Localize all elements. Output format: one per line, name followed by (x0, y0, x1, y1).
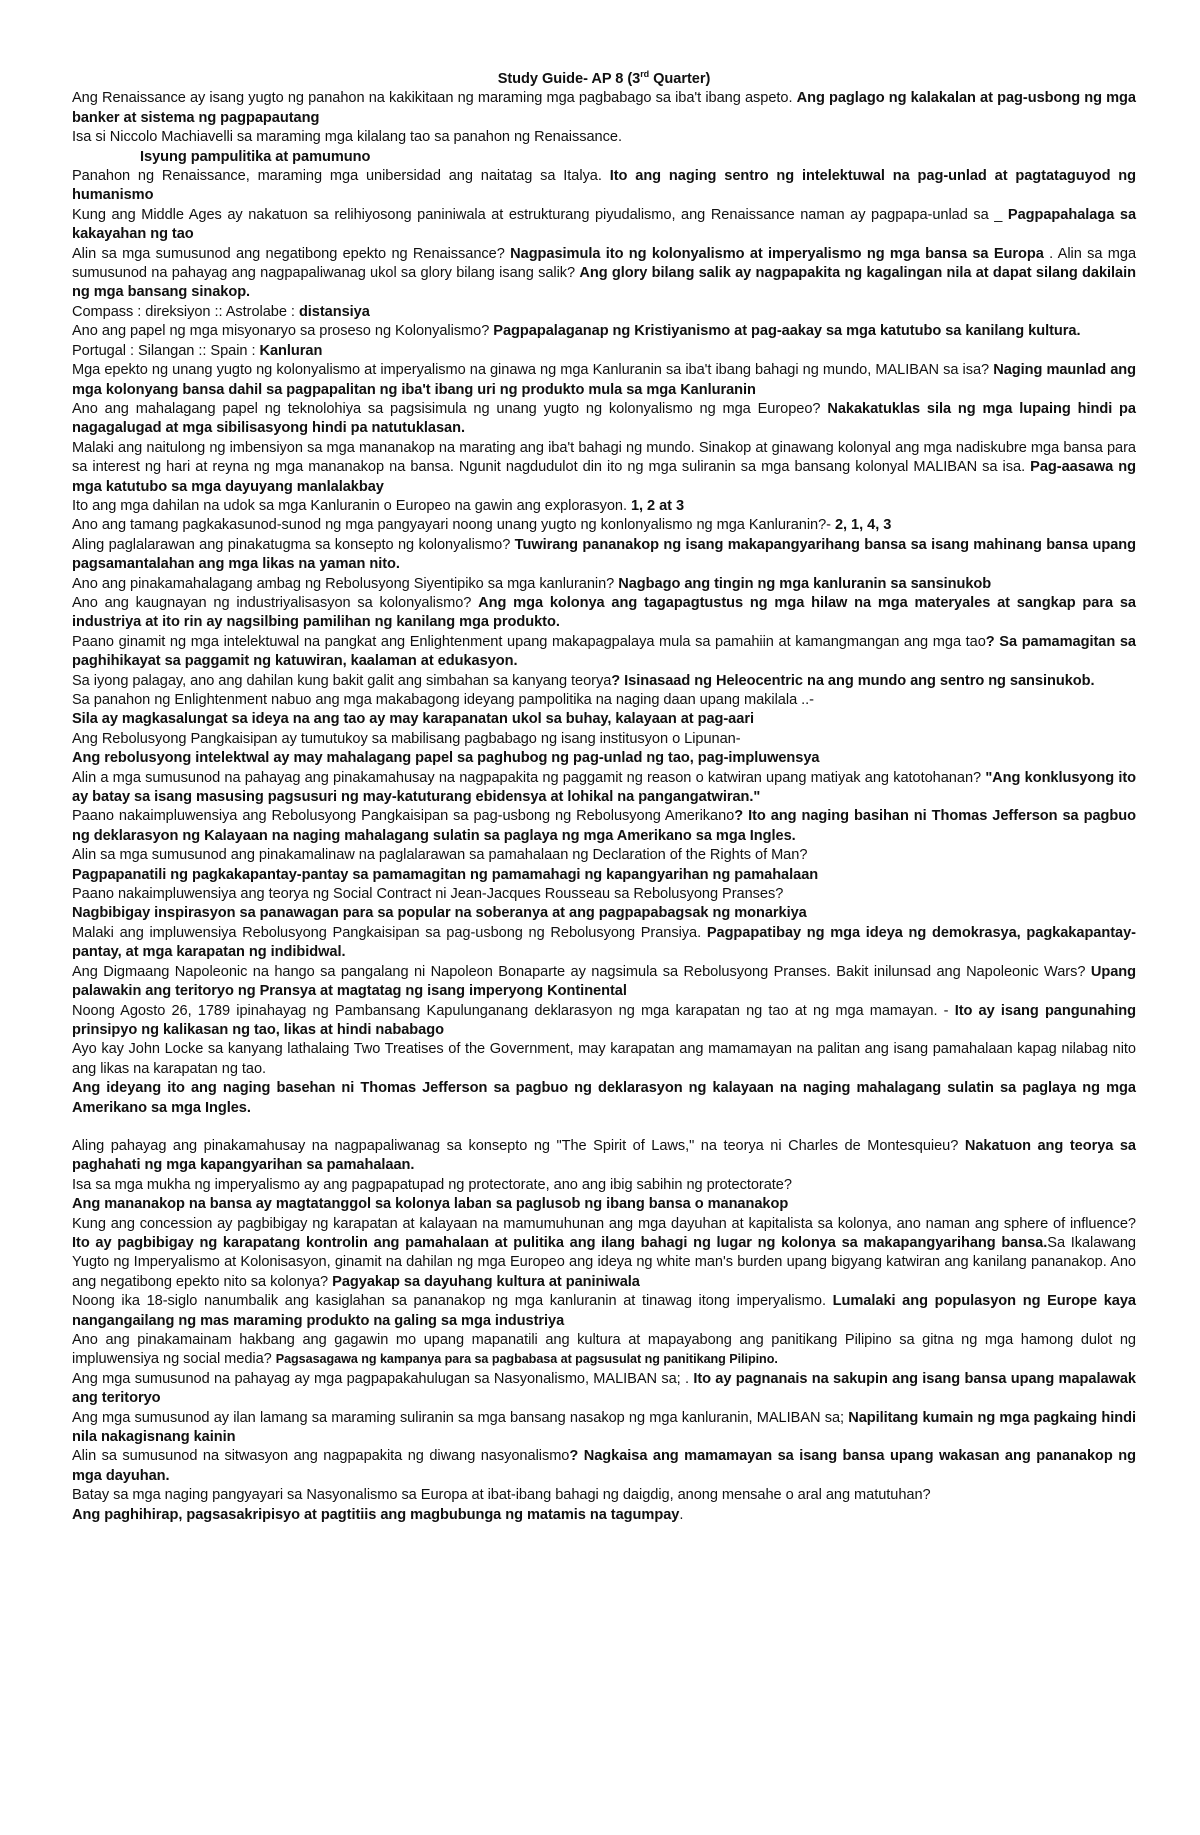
item-3: Panahon ng Renaissance, maraming mga unibersidad ang naitatag sa Italya. Ito ang naging sentro ng intelektuwal na pag-unlad at pagtataguyod ng humanismo (72, 168, 1137, 204)
item-38: Kung ang concession ay pagbibigay ng karapatan at kalayaan na mamumuhunan ang mga dayuhan at kapitalista sa kolonya, ano naman ang sphere of influence? Ito ay pagbibigay ng karapatang kontrolin ang pamahalaan at pulitika ang ilang bahagi ng lugar ng kolonya sa makapangyarihang bansa.Sa Ikalawang Yugto ng Imperyalismo at Kolonisasyon, ginamit na dahilan ng mga Europeo ang ideya ng white man's burden upang bigyang katwiran ang kanilang pananakop. Ano ang negatibong epekto nito sa kolonya? Pagyakap sa dayuhang kultura at paniniwala (72, 1215, 1136, 1290)
item-4: Kung ang Middle Ages ay nakatuon sa relihiyosong paniniwala at estrukturang piyudalismo, ang Renaissance naman ay pagpapa-unlad sa _ Pagpapahalaga sa kakayahan ng tao (72, 206, 1137, 243)
item-5: Alin sa mga sumusunod ang negatibong epekto ng Renaissance? Nagpasimula ito ng kolonyalismo at imperyalismo ng mga bansa sa Europa . Alin sa mga sumusunod na pahayag ang nagpapaliwanag ukol sa glory bilang isang salik? Ang glory bilang salik ay nagpapakita ng kagalingan nila at dapat silang dakilain ng mga bansang sinakop. (72, 245, 1137, 301)
item-30: Malaki ang impluwensiya Rebolusyong Pangkaisipan sa pag-usbong ng Rebolusyong Pransiya. Pagpapatibay ng mga ideya ng demokrasya, pagkakapantay-pantay, at mga karapatan ng indibidwal. (72, 924, 1136, 961)
item-2: Isyung pampulitika at pamumuno (140, 148, 371, 165)
item-9: Portugal : Silangan :: Spain : Kanluran (72, 342, 323, 359)
item-23: Ang rebolusyong intelektwal ay may mahalagang papel sa paghubog ng pag-unlad ng tao, pag-impluwensya (72, 750, 820, 767)
item-18: Paano ginamit ng mga intelektuwal na pangkat ang Enlightenment upang makapagpalaya mula sa pamahiin at kamangmangan ang mga tao? Sa pamamagitan sa paghihikayat sa paggamit ng katuwiran, kaalaman at edukasyon. (72, 633, 1136, 670)
item-20: Sa panahon ng Enlightenment nabuo ang mga makabagong ideyang pampolitika na naging daan upang makilala ..- (72, 692, 814, 708)
item-22: Ang Rebolusyong Pangkaisipan ay tumutukoy sa mabilisang pagbabago ng isang institusyon o Lipunan- (72, 730, 741, 747)
item-26: Alin sa mga sumusunod ang pinakamalinaw na paglalarawan sa pamahalaan ng Declaration of the Rights of Man? (72, 847, 808, 864)
item-46: Ang paghihirap, pagsasakripisyo at pagtitiis ang magbubunga ng matamis na tagumpay. (72, 1506, 684, 1523)
item-27: Pagpapanatili ng pagkakapantay-pantay sa pamamagitan ng pamamahagi ng kapangyarihan ng pamahalaan (72, 866, 819, 883)
item-1: Isa si Niccolo Machiavelli sa maraming mga kilalang tao sa panahon ng Renaissance. (72, 129, 622, 146)
item-11: Ano ang mahalagang papel ng teknolohiya sa pagsisimula ng unang yugto ng kolonyalismo ng mga Europeo? Nakakatuklas sila ng mga lupaing hindi pa nagagalugad at mga sibilisasyong hindi pa natutuklasan. (72, 400, 1136, 437)
item-37: Ang mananakop na bansa ay magtatanggol sa kolonya laban sa paglusob ng ibang bansa o mananakop (72, 1196, 789, 1213)
item-34: Ang ideyang ito ang naging basehan ni Thomas Jefferson sa pagbuo ng deklarasyon ng kalayaan na naging mahalagang sulatin sa paglaya ng mga Amerikano sa mga Ingles. (72, 1080, 1136, 1116)
item-14: Ano ang tamang pagkakasunod-sunod ng mga pangyayari noong unang yugto ng konlonyalismo ng mga Kanluranin?- 2, 1, 4, 3 (72, 517, 892, 534)
item-35: Aling pahayag ang pinakamahusay na nagpapaliwanag sa konsepto ng "The Spirit of Laws," na teorya ni Charles de Montesquieu? Nakatuon ang teorya sa paghahati ng mga kapangyarihan sa pamahalaan. (72, 1137, 1137, 1174)
item-0: Ang Renaissance ay isang yugto ng panahon na kakikitaan ng maraming mga pagbabago sa iba't ibang aspeto. Ang paglago ng kalakalan at pag-usbong ng mga banker at sistema ng pagpapautang (72, 90, 1136, 126)
item-10: Mga epekto ng unang yugto ng kolonyalismo at imperyalismo na ginawa ng mga Kanluranin sa iba't ibang bahagi ng mundo, MALIBAN sa isa? Naging maunlad ang mga kolonyang bansa dahil sa pagpapalitan ng iba't ibang uri ng produkto mula sa mga Kanluranin (72, 362, 1136, 398)
item-8: Ano ang papel ng mga misyonaryo sa proseso ng Kolonyalismo? Pagpapalaganap ng Kristiyanismo at pag-aakay sa mga katutubo sa kanilang kultura. (72, 323, 1081, 340)
item-42: Ang mga sumusunod na pahayag ay mga pagpapakahulugan sa Nasyonalismo, MALIBAN sa; . Ito ay pagnanais na sakupin ang isang bansa upang mapalawak ang teritoryo (72, 1370, 1136, 1407)
item-16: Ano ang pinakamahalagang ambag ng Rebolusyong Siyentipiko sa mga kanluranin? Nagbago ang tingin ng mga kanluranin sa sansinukob (72, 575, 992, 592)
item-45: Batay sa mga naging pangyayari sa Nasyonalismo sa Europa at ibat-ibang bahagi ng daigdig, anong mensahe o aral ang matutuhan? (72, 1487, 931, 1504)
item-31: Ang Digmaang Napoleonic na hango sa pangalang ni Napoleon Bonaparte ay nagsimula sa Rebolusyong Pranses. Bakit inilunsad ang Napoleonic Wars? Upang palawakin ang teritoryo ng Pransya at magtatag ng isang imperyong Kontinental (72, 963, 1136, 1000)
blank-line (72, 1118, 1136, 1137)
page-title: Study Guide- AP 8 (3rd Quarter) (497, 69, 711, 87)
item-25: Paano nakaimpluwensiya ang Rebolusyong Pangkaisipan sa pag-usbong ng Rebolusyong Amerikano? Ito ang naging basihan ni Thomas Jefferson sa pagbuo ng deklarasyon ng Kalayaan na naging mahalagang sulatin sa paglaya ng mga Amerikano sa mga Ingles. (72, 808, 1136, 844)
item-15: Aling paglalarawan ang pinakatugma sa konsepto ng kolonyalismo? Tuwirang pananakop ng isang makapangyarihang bansa sa isang mahinang bansa upang pagsamantalahan ang mga likas na yaman nito. (72, 536, 1137, 573)
item-40: Noong ika 18-siglo nanumbalik ang kasiglahan sa pananakop ng mga kanluranin at tinawag itong imperyalismo. Lumalaki ang populasyon ng Europe kaya nangangailang ng mas maraming produkto na galing sa mga industriya (72, 1293, 1137, 1329)
item-41: Ano ang pinakamainam hakbang ang gagawin mo upang mapanatili ang kultura at mapayabong ang panitikang Pilipino sa gitna ng mga hamong dulot ng impluwensiya ng social media? Pagsasagawa ng kampanya para sa pagbabasa at pagsusulat ng panitikang Pilipino. (72, 1332, 1136, 1368)
item-7: Compass : direksiyon :: Astrolabe : distansiya (72, 303, 370, 320)
item-44: Alin sa sumusunod na sitwasyon ang nagpapakita ng diwang nasyonalismo? Nagkaisa ang mamamayan sa isang bansa upang wakasan ang pananakop ng mga dayuhan. (72, 1448, 1136, 1484)
item-13: Ito ang mga dahilan na udok sa mga Kanluranin o Europeo na gawin ang explorasyon. 1, 2 at 3 (72, 497, 685, 514)
item-43: Ang mga sumusunod ay ilan lamang sa maraming suliranin sa mga bansang nasakop ng mga kanluranin, MALIBAN sa; Napilitang kumain ng mga pagkaing hindi nila nakagisnang kainin (72, 1409, 1136, 1446)
item-28: Paano nakaimpluwensiya ang teorya ng Social Contract ni Jean-Jacques Rousseau sa Rebolusyong Pranses? (72, 886, 784, 903)
item-33: Ayo kay John Locke sa kanyang lathalaing Two Treatises of the Government, may karapatan ang mamamayan na palitan ang isang pamahalaan kapag nilabag nito ang likas na karapatan ng tao. (72, 1041, 1136, 1077)
item-21: Sila ay magkasalungat sa ideya na ang tao ay may karapanatan ukol sa buhay, kalayaan at pag-aari (72, 711, 754, 728)
item-32: Noong Agosto 26, 1789 ipinahayag ng Pambansang Kapulunganang deklarasyon ng mga karapatan ng tao at ng mga mamayan. - Ito ay isang pangunahing prinsipyo ng kalikasan ng tao, likas at hindi nababago (72, 1002, 1136, 1038)
item-24: Alin a mga sumusunod na pahayag ang pinakamahusay na nagpapakita ng paggamit ng reason o katwiran upang matiyak ang katotohanan? "Ang konklusyong ito ay batay sa isang masusing pagsusuri ng may-katuturang ebidensya at lohikal na pangangatwiran." (72, 769, 1137, 806)
item-19: Sa iyong palagay, ano ang dahilan kung bakit galit ang simbahan sa kanyang teorya? Isinasaad ng Heleocentric na ang mundo ang sentro ng sansinukob. (72, 672, 1095, 689)
item-17: Ano ang kaugnayan ng industriyalisasyon sa kolonyalismo? Ang mga kolonya ang tagapagtustus ng mga hilaw na mga materyales at sangkap para sa industriya at ito rin ay nagsilbing pamilihan ng kanilang mga produkto. (72, 594, 1136, 631)
item-36: Isa sa mga mukha ng imperyalismo ay ang pagpapatupad ng protectorate, ano ang ibig sabihin ng protectorate? (72, 1176, 792, 1193)
item-12: Malaki ang naitulong ng imbensiyon sa mga mananakop na marating ang iba't bahagi ng mundo. Sinakop at ginawang kolonyal ang mga nadiskubre mga bansa para sa interest ng hari at reyna ng mga mananakop na bansa. Ngunit nagdudulot din ito ng mga suliranin sa mga bansang kolonyal MALIBAN sa isa. Pag-aasawa ng mga katutubo sa mga dayuyang manlalakbay (72, 439, 1136, 495)
item-29: Nagbibigay inspirasyon sa panawagan para sa popular na soberanya at ang pagpapabagsak ng monarkiya (72, 905, 807, 922)
